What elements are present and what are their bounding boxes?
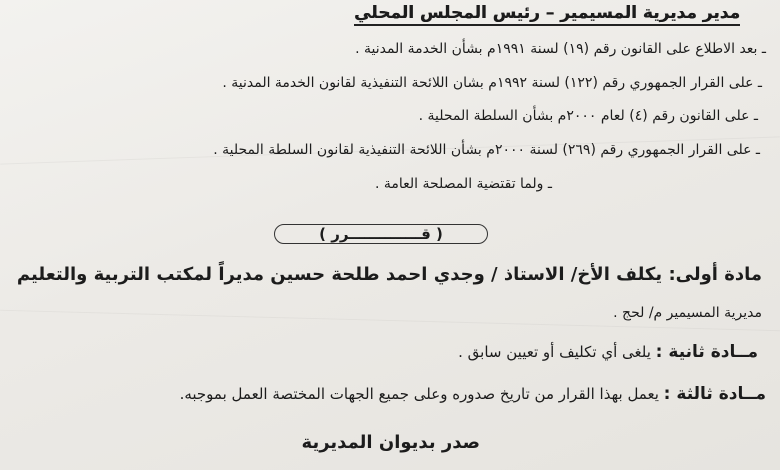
- preamble-line-3: ـ على القانون رقم (٤) لعام ٢٠٠٠م بشأن السلطة المحلية .: [418, 108, 758, 124]
- preamble-line-1: ـ بعد الاطلاع على القانون رقم (١٩) لسنة ١٩٩١م بشأن الخدمة المدنية .: [355, 41, 766, 57]
- article-second: [458, 342, 758, 362]
- article-third: [180, 384, 766, 404]
- decision-heading: [274, 218, 488, 244]
- article-third-text: يعمل بهذا القرار من تاريخ صدوره وعلى جميع الجهات المختصة العمل بموجبه.: [179, 385, 659, 403]
- preamble-line-4: ـ على القرار الجمهوري رقم (٢٦٩) لسنة ٢٠٠٠م بشأن اللائحة التنفيذية لقانون السلطة المحلية .: [213, 142, 760, 158]
- preamble-line-5: ـ ولما تقتضية المصلحة العامة .: [374, 176, 552, 192]
- article-second-text: يلغى أي تكليف أو تعيين سابق .: [458, 343, 651, 361]
- article-first: [17, 264, 762, 285]
- article-second-label: مــادة ثانية :: [655, 342, 758, 362]
- decision-heading-text: ( قــــــــــــــرر ): [274, 224, 488, 244]
- document-header-title: مدير مديرية المسيمير – رئيس المجلس المحلي: [354, 3, 740, 26]
- article-third-label: مــادة ثالثة :: [663, 384, 766, 404]
- article-first-label: مادة أولى:: [668, 264, 762, 285]
- preamble-line-2: ـ على القرار الجمهوري رقم (١٢٢) لسنة ١٩٩٢م بشان اللائحة التنفيذية لقانون الخدمة المدنية .: [222, 75, 762, 91]
- article-first-text: يكلف الأخ/ الاستاذ / وجدي احمد طلحة حسين مديراً لمكتب التربية والتعليم: [16, 264, 663, 285]
- issued-at: صدر بديوان المديرية: [301, 432, 480, 453]
- article-first-continuation: مديرية المسيمير م/ لحج .: [613, 305, 762, 321]
